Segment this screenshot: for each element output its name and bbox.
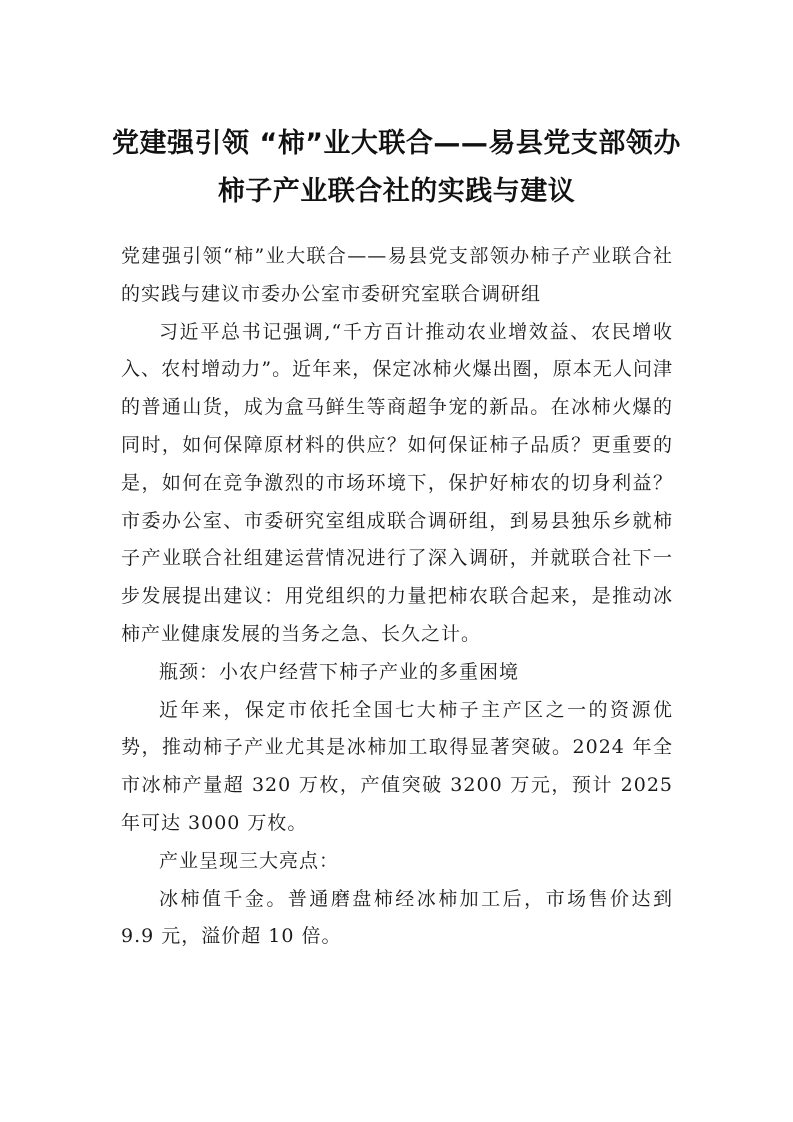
document-body bbox=[121, 238, 673, 956]
section-heading: 瓶颈：小农户经营下柿子产业的多重困境 bbox=[159, 660, 520, 683]
body-paragraph: 产业呈现三大亮点： bbox=[159, 849, 340, 872]
subtitle-paragraph: 党建强引领“柿”业大联合——易县党支部领办柿子产业联合社的实践与建议市委办公室市委研究室联合调研组 bbox=[121, 245, 673, 305]
body-paragraph: 习近平总书记强调,“千方百计推动农业增效益、农民增收入、农村增动力”。近年来，保定冰柿火爆出圈，原本无人问津的普通山货，成为盒马鲜生等商超争宠的新品。在冰柿火爆的同时，如何保障原材料的供应？如何保证柿子品质？更重要的是，如何在竞争激烈的市场环境下，保护好柿农的切身利益？市委办公室、市委研究室组成联合调研组，到易县独乐乡就柿子产业联合社组建运营情况进行了深入调研，并就联合社下一步发展提出建议：用党组织的力量把柿农联合起来，是推动冰柿产业健康发展的当务之急、长久之计。 bbox=[121, 320, 673, 645]
body-paragraph: 近年来，保定市依托全国七大柿子主产区之一的资源优势，推动柿子产业尤其是冰柿加工取得显著突破。2024 年全市冰柿产量超 320 万枚，产值突破 3200 万元，预计 2025 年可达 3000 万枚。 bbox=[121, 698, 673, 834]
body-paragraph: 冰柿值千金。普通磨盘柿经冰柿加工后，市场售价达到 9.9 元，溢价超 10 倍。 bbox=[121, 887, 673, 948]
document-title: 党建强引领 “柿”业大联合——易县党支部领办柿子产业联合社的实践与建议 bbox=[112, 128, 681, 207]
